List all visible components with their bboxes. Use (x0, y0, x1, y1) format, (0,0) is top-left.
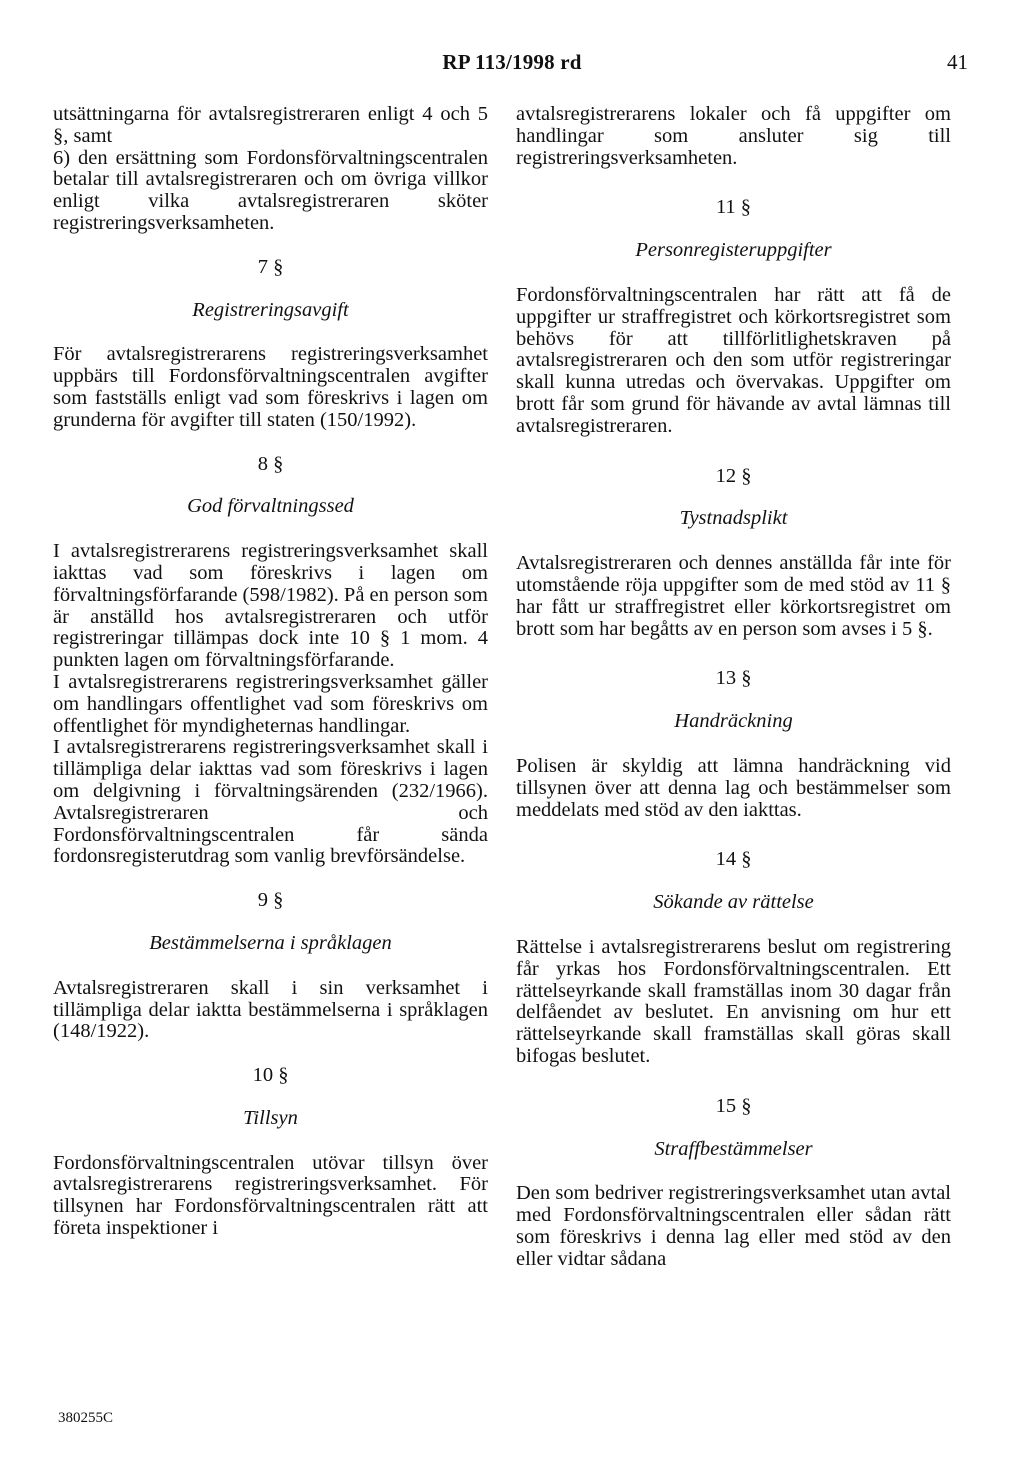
section-8 (53, 454, 488, 869)
section-10 (53, 1065, 488, 1240)
section-title: Handräckning (674, 710, 793, 733)
section-paragraph: Fordonsförvaltningscentralen har rätt att få de uppgifter ur straffregistret och körkortsregistret som behövs för att tillförlitlighetskraven på avtalsregistreraren och den som utför registreringar skall kunna utredas och övervakas. Uppgifter om brott får som grund för hävande av avtal lämnas till avtalsregistreraren. (516, 283, 951, 437)
section-9 (53, 890, 488, 1043)
intro-paragraph: avtalsregistrerarens lokaler och få uppgifter om handlingar som ansluter sig till registreringsverksamheten. (516, 103, 951, 169)
section-number: 11 § (715, 196, 752, 219)
section-paragraph: För avtalsregistrerarens registreringsverksamhet uppbärs till Fordonsförvaltningscentralen avgifter som fastställs enligt vad som föreskrivs i lagen om grunderna för avgifter till staten (150/1992). (53, 343, 488, 431)
section-number: 9 § (257, 889, 284, 912)
section-title: Tystnadsplikt (679, 507, 788, 530)
document-title: RP 113/1998 rd (442, 50, 582, 74)
section-number: 7 § (257, 255, 284, 278)
section-13 (516, 668, 951, 821)
section-7 (53, 257, 488, 432)
right-column (516, 104, 951, 1270)
section-paragraph: I avtalsregistrerarens registreringsverksamhet gäller om handlingars offentlighet vad som föreskrivs om offentlighet för myndigheternas handlingar. (53, 670, 488, 737)
section-paragraph: I avtalsregistrerarens registreringsverksamhet skall i tillämpliga delar iakttas vad som föreskrivs i lagen om delgivning i förvaltningsärenden (232/1966). Avtalsregistreraren och Fordonsförvaltningscentralen får sända fordonsregisterutdrag som vanlig brevförsändelse. (53, 736, 488, 868)
page-number: 41 (947, 50, 968, 74)
section-number: 15 § (715, 1094, 752, 1117)
intro-paragraph: 6) den ersättning som Fordonsförvaltningscentralen betalar till avtalsregistreraren och om övriga villkor enligt vilka avtalsregistreraren sköter registreringsverksamheten. (53, 146, 488, 234)
section-number: 13 § (715, 667, 752, 690)
section-number: 10 § (252, 1064, 289, 1087)
section-number: 14 § (715, 848, 752, 871)
section-paragraph: Avtalsregistreraren skall i sin verksamhet i tillämpliga delar iaktta bestämmelserna i språklagen (148/1922). (53, 976, 488, 1043)
section-number: 8 § (257, 452, 284, 475)
section-title: Tillsyn (243, 1106, 298, 1129)
section-title: Straffbestämmelser (654, 1137, 813, 1160)
section-15 (516, 1096, 951, 1271)
section-paragraph: Fordonsförvaltningscentralen utövar tillsyn över avtalsregistrerarens registreringsverksamhet. För tillsynen har Fordonsförvaltningscentralen rätt att företa inspektioner i (53, 1151, 488, 1240)
intro-paragraph: utsättningarna för avtalsregistreraren enligt 4 och 5 §, samt (53, 103, 488, 147)
section-paragraph: Polisen är skyldig att lämna handräckning vid tillsynen över att denna lag och bestämmelser som meddelats med stöd av den iakttas. (516, 754, 951, 821)
section-number: 12 § (715, 464, 752, 487)
section-title: Personregisteruppgifter (635, 239, 832, 262)
section-paragraph: Den som bedriver registreringsverksamhet utan avtal med Fordonsförvaltningscentralen eller sådan rätt som föreskrivs i denna lag eller med stöd av den eller vidtar sådana (516, 1182, 951, 1270)
section-title: Registreringsavgift (192, 298, 349, 321)
section-paragraph: Avtalsregistreraren och dennes anställda får inte för utomstående röja uppgifter som de med stöd av 11 § har fått ur straffregistret eller körkortsregistret om brott som har begåtts av en person som avses i 5 §. (516, 552, 951, 640)
left-column (53, 104, 488, 1240)
section-title: Sökande av rättelse (653, 891, 814, 914)
section-paragraph: Rättelse i avtalsregistrerarens beslut om registrering får yrkas hos Fordonsförvaltningscentralen. Ett rättelseyrkande skall framställas inom 30 dagar från delfåendet av beslutet. En anvisning om hur ett rättelseyrkande skall framställas skall göras skall bifogas beslutet. (516, 935, 951, 1067)
footer-code: 380255C (58, 1410, 114, 1426)
section-12 (516, 466, 951, 641)
section-title: God förvaltningssed (187, 495, 354, 518)
section-14 (516, 849, 951, 1067)
section-title: Bestämmelserna i språklagen (149, 931, 392, 954)
section-paragraph: I avtalsregistrerarens registreringsverksamhet skall iakttas vad som föreskrivs i lagen om förvaltningsförfarande (598/1982). På en person som är anställd hos avtalsregistreraren och utför registreringar tillämpas dock inte 10 § 1 mom. 4 punkten lagen om förvaltningsförfarande. (53, 540, 488, 672)
section-11 (516, 197, 951, 437)
